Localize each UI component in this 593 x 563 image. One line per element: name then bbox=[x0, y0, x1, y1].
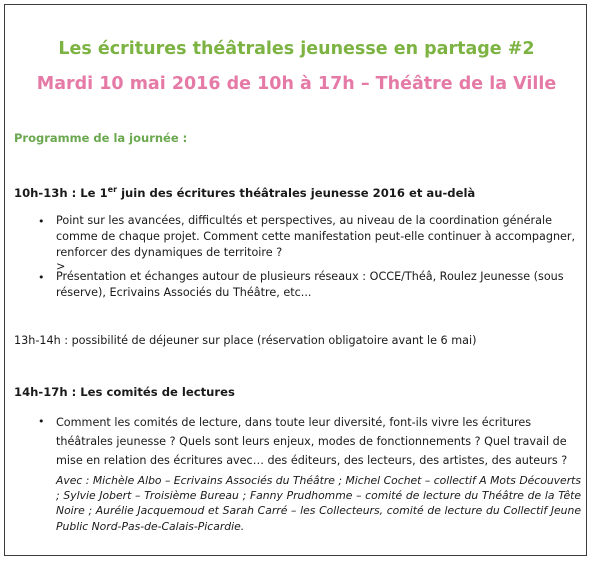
list-item: Présentation et échanges autour de plusieurs réseaux : OCCE/Théâ, Roulez Jeunesse (sous réserve), Ecrivains Associés du Théâtre, etc... bbox=[56, 270, 564, 299]
session-morning-title-suffix: juin des écritures théâtrales jeunesse 2016 et au-delà bbox=[117, 186, 476, 200]
page-title: Les écritures théâtrales jeunesse en partage #2 bbox=[58, 39, 535, 59]
bullet-dot-icon bbox=[38, 215, 47, 228]
speakers-credits: Avec : Michèle Albo – Ecrivains Associés du Théâtre ; Michel Cochet – collectif A Mots Découverts ; Sylvie Jobert – Troisième Bureau ; Fanny Prudhomme – comité de lecture du Théâtre de la Tête Noire ; Aurélie Jacquemoud et Sarah Carré – les Collecteurs, comité de lecture du Collectif Jeune Public Nord-Pas-de-Calais-Picardie. bbox=[56, 474, 581, 533]
session-afternoon-title: 14h-17h : Les comités de lectures bbox=[14, 385, 235, 399]
session-morning-title bbox=[14, 186, 475, 200]
bullet-dot-icon bbox=[38, 415, 47, 428]
session-lunch-text: 13h-14h : possibilité de déjeuner sur place (réservation obligatoire avant le 6 mai) bbox=[14, 334, 477, 347]
list-item-text: Point sur les avancées, difficultés et perspectives, au niveau de la coordination générale comme de chaque projet. Comment cette manifestation peut-elle continuer à accompagner, renforcer des dynamiques de territoire ? bbox=[56, 214, 576, 259]
bullet-dot-icon bbox=[38, 271, 47, 284]
event-date-subtitle: Mardi 10 mai 2016 de 10h à 17h – Théâtre de la Ville bbox=[36, 74, 557, 94]
programme-heading: Programme de la journée : bbox=[14, 131, 188, 145]
session-morning-title-sup: er bbox=[107, 185, 118, 195]
list-item: Comment les comités de lecture, dans toute leur diversité, font-ils vivre les écritures théâtrales jeunesse ? Quels sont leurs enjeux, modes de fonctionnements ? Quel travail de mise en relation des écritures avec… des éditeurs, des lecteurs, des artistes, des auteurs ? bbox=[56, 416, 568, 467]
session-morning-title-prefix: 10h-13h : Le 1 bbox=[14, 186, 108, 200]
arrow-marker: > bbox=[56, 260, 66, 273]
list-item bbox=[56, 213, 576, 273]
